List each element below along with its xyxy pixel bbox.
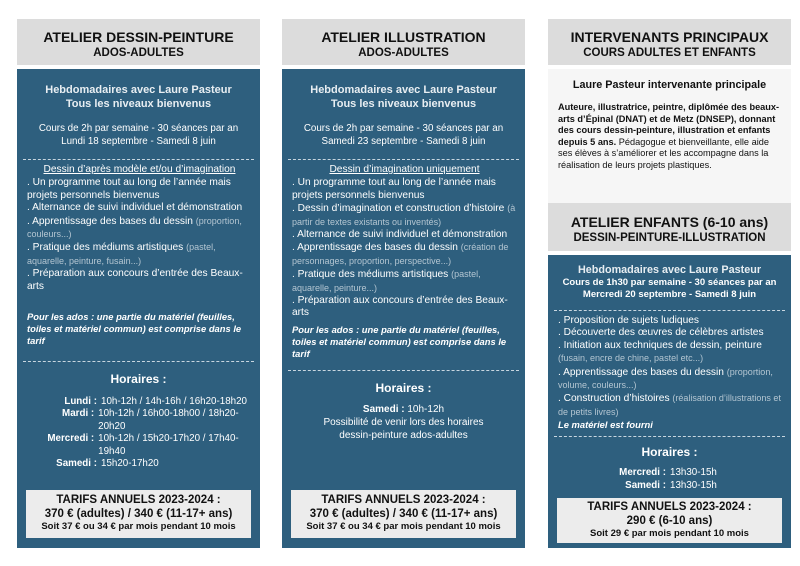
list-item-text: . Dessin d’imagination et construction d’histoire [292,203,505,215]
list-item-note: (pastel, aquarelle, peinture, fusain...) [27,242,216,266]
list-item [558,392,783,419]
list-item-note: (réalisation d’illustrations et de petits livres) [558,393,781,417]
tarif-title: TARIFS ANNUELS 2023-2024 : [321,494,486,506]
schedule-day: Mercredi : [619,467,666,479]
list-item-text: . Un programme tout au long de l’année mais projets personnels bienvenus [292,177,496,201]
schedule-day: Samedi : [362,403,405,415]
schedule-extra: Possibilité de venir lors des horaires [323,416,484,428]
schedule-times: 13h30-15h [670,479,717,491]
schedule-row [17,408,260,433]
material-note: Le matériel est fourni [558,419,653,431]
schedule-row [17,458,260,470]
list-item [27,202,252,214]
intro-line: Hebdomadaires avec Laure Pasteur [577,264,762,276]
column-dessin-peinture [17,19,260,549]
intro-line: Tous les niveaux bienvenus [330,97,477,110]
material-note: Pour les ados : une partie du matériel (feuilles, toiles et matériel commun) est comprise dans le tarif [292,323,507,359]
list-item-text: . Initiation aux techniques de dessin, peinture [558,339,762,351]
tarif-month: Soit 37 € ou 34 € par mois pendant 10 mois [41,521,236,532]
schedule-row [282,403,525,416]
list-item-text: . Construction d’histoires [558,393,670,405]
tarif-price: 370 € (adultes) / 340 € (11-17+ ans) [309,508,498,520]
list-item-note: (proportion, couleurs...) [27,215,242,240]
schedule-row [548,480,791,492]
kids-panel [548,255,791,548]
list-item [292,202,517,229]
intro-line: Hebdomadaires avec Laure Pasteur [45,84,232,96]
tarif-title: TARIFS ANNUELS 2023-2024 : [587,501,752,513]
kids-header [548,203,791,251]
intro-line: Hebdomadaires avec Laure Pasteur [310,84,497,96]
divider [554,436,785,437]
kids-subtitle: DESSIN-PEINTURE-ILLUSTRATION [573,232,766,244]
schedule-day: Samedi : [56,458,97,470]
course-dates: Mercredi 20 septembre - Samedi 8 juin [582,289,757,300]
tarif-price: 290 € (6-10 ans) [626,515,713,527]
schedule-row [548,467,791,479]
info-panel [282,69,525,480]
list-item-text: . Découverte des œuvres de célèbres artistes [558,327,764,339]
schedule-day: Lundi : [64,396,97,408]
list-item [27,268,252,293]
section-title: Dessin d’imagination uniquement [329,164,480,175]
instructor-bio-bold: Auteure, illustratrice, peintre, diplômée des beaux-arts d’Épinal (DNAT) et de Metz (DNSEP), donnant des cours dessin-peinture, illustration et enfants depuis 5 ans. [558,102,780,147]
tarif-panel [282,480,525,548]
list-item [27,215,252,242]
section-title: Dessin d’après modèle et/ou d’imagination [43,164,236,175]
list-item-note: (pastel, aquarelle, peinture...) [292,269,481,293]
column-subtitle: COURS ADULTES ET ENFANTS [583,47,756,59]
list-item [27,177,252,202]
list-item [558,327,783,339]
list-item-note: (proportion, volume, couleurs...) [558,366,773,391]
tarif-box [26,490,251,538]
column-title: ATELIER DESSIN-PEINTURE [43,29,234,45]
list-item-text: . Pratique des médiums artistiques [27,242,184,254]
list-item [292,295,517,320]
column-intervenants [548,19,791,549]
tarif-month: Soit 37 € ou 34 € par mois pendant 10 mois [306,521,501,532]
schedule-times: 10h-12h / 15h20-17h20 / 17h40-19h40 [98,433,239,457]
divider [23,361,254,362]
tarif-price: 370 € (adultes) / 340 € (11-17+ ans) [44,508,233,520]
course-frequency: Cours de 2h par semaine - 30 séances par an [38,123,239,134]
info-panel [17,69,260,480]
tarif-title: TARIFS ANNUELS 2023-2024 : [56,494,221,506]
list-item-text: . Apprentissage des bases du dessin [27,215,193,227]
instructor-box [548,69,791,209]
list-item-text: . Apprentissage des bases du dessin [558,366,724,378]
list-item [558,315,783,327]
schedule-day: Mercredi : [47,433,95,445]
schedule-times: 10h-12h / 14h-16h / 16h20-18h20 [101,396,247,408]
list-item-text: . Un programme tout au long de l’année mais projets personnels bienvenus [27,177,231,201]
instructor-title: Laure Pasteur intervenante principale [572,79,767,91]
schedule-day: Samedi : [625,479,666,491]
column-title: INTERVENANTS PRINCIPAUX [570,29,769,45]
list-item-text: . Pratique des médiums artistiques [292,269,449,281]
tarif-panel [17,480,260,548]
list-item-note: (fusain, encre de chine, pastel etc...) [558,353,704,364]
kids-title: ATELIER ENFANTS (6-10 ans) [570,214,769,230]
instructor-bio-text: Pédagogue et bienveillante, elle aide ses élèves à s’améliorer et les accompagne dans la réalisation de leurs projets plastiques. [558,136,769,170]
material-note: Pour les ados : une partie du matériel (feuilles, toiles et matériel commun) est comprise dans le tarif [27,311,242,347]
divider [288,370,519,371]
list-item-note: (création de personnages, proportion, perspective...) [292,242,509,266]
horaires-title: Horaires : [375,380,432,395]
schedule-row [17,396,260,408]
course-frequency: Cours de 1h30 par semaine - 30 séances par an [562,277,777,288]
column-header [282,19,525,65]
schedule-times: 15h20-17h20 [101,458,159,470]
column-header [548,19,791,65]
schedule-times: 13h30-15h [670,467,717,479]
list-item [292,229,517,241]
tarif-month: Soit 29 € par mois pendant 10 mois [590,528,749,539]
column-title: ATELIER ILLUSTRATION [321,29,486,45]
list-item [292,241,517,268]
list-item [292,268,517,295]
course-frequency: Cours de 2h par semaine - 30 séances par an [303,123,504,134]
tarif-box [557,498,782,543]
list-item [27,241,252,268]
list-item-text: . Préparation aux concours d’entrée des Beaux-arts [27,268,243,292]
schedule-row [17,433,260,458]
list-item [558,340,783,366]
list-item [558,366,783,393]
column-subtitle: ADOS-ADULTES [93,47,184,59]
course-dates: Lundi 18 septembre - Samedi 8 juin [61,135,216,147]
list-item-text: . Alternance de suivi individuel et démonstration [27,202,243,214]
horaires-title: Horaires : [641,445,698,460]
schedule-extra: dessin-peinture ados-adultes [339,429,468,441]
column-illustration [282,19,525,549]
list-item-text: . Préparation aux concours d’entrée des Beaux-arts [292,295,508,319]
column-header [17,19,260,65]
list-item-note: (à partir de textes existants ou inventés) [292,203,516,227]
instructor-bio [558,102,781,172]
course-dates: Samedi 23 septembre - Samedi 8 juin [321,135,486,147]
list-item-text: . Alternance de suivi individuel et démonstration [292,229,508,241]
horaires-title: Horaires : [110,372,167,387]
schedule-times: 10h-12h / 16h00-18h00 / 18h20-20h20 [98,408,239,432]
list-item [292,177,517,202]
schedule-day: Mardi : [62,408,95,420]
column-subtitle: ADOS-ADULTES [358,47,449,59]
tarif-box [291,490,516,538]
intro-line: Tous les niveaux bienvenus [65,97,212,110]
list-item-text: . Proposition de sujets ludiques [558,315,700,326]
schedule-times: 10h-12h [407,403,445,415]
list-item-text: . Apprentissage des bases du dessin [292,242,458,254]
